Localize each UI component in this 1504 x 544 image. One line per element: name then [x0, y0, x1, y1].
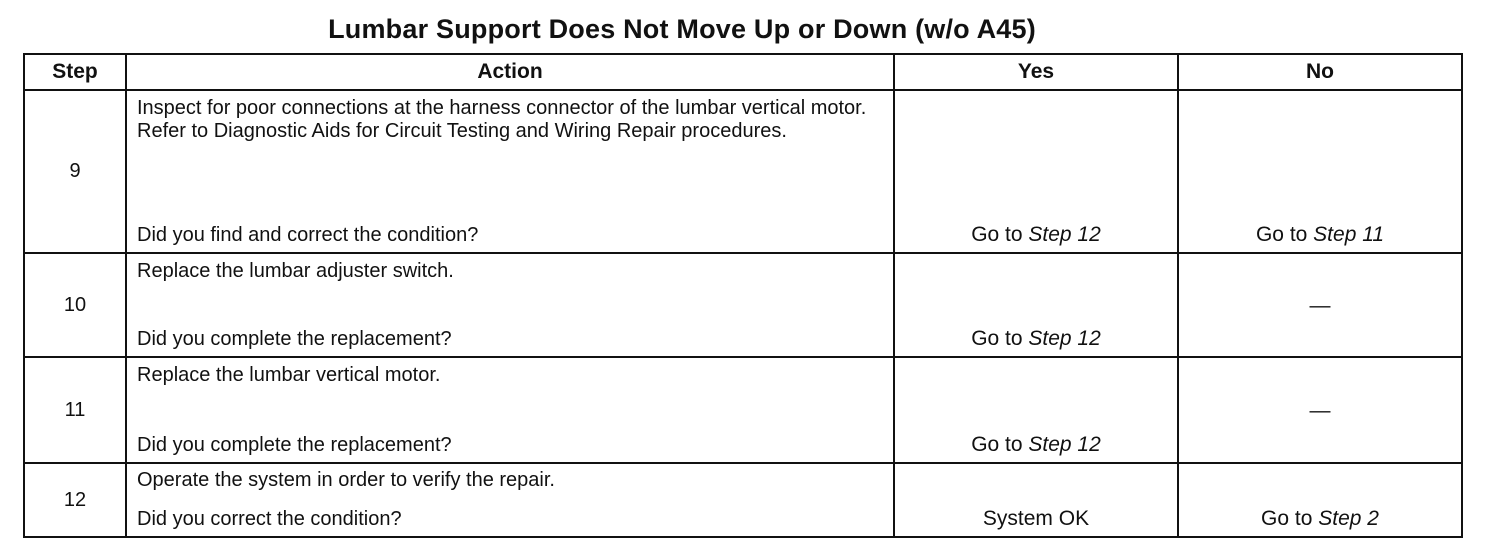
- step-number: 9: [24, 90, 126, 253]
- table-row: [24, 90, 1462, 253]
- yes-prefix: Go to: [971, 223, 1029, 246]
- no-step-ref: Step 2: [1318, 507, 1379, 530]
- action-instruction: Replace the lumbar vertical motor.: [137, 364, 441, 386]
- yes-step-ref: Step 12: [1028, 433, 1101, 456]
- yes-cell: System OK: [894, 463, 1178, 537]
- no-step-ref: Step 11: [1313, 223, 1385, 246]
- action-cell: [126, 357, 894, 463]
- no-prefix: Go to: [1255, 223, 1314, 246]
- header-yes: Yes: [894, 54, 1178, 90]
- action-instruction: Operate the system in order to verify the repair.: [137, 469, 555, 491]
- yes-cell: [894, 357, 1178, 463]
- step-number: 10: [24, 253, 126, 357]
- yes-cell: [894, 253, 1178, 357]
- yes-prefix: Go to: [971, 433, 1029, 456]
- yes-step-ref: Step 12: [1028, 223, 1101, 246]
- yes-cell: [894, 90, 1178, 253]
- action-question: Did you complete the replacement?: [137, 434, 452, 456]
- yes-prefix: Go to: [971, 327, 1029, 350]
- no-cell: —: [1178, 357, 1462, 463]
- no-cell: [1178, 90, 1462, 253]
- yes-step-ref: Step 12: [1028, 327, 1101, 350]
- step-number: 11: [24, 357, 126, 463]
- action-question: Did you find and correct the condition?: [137, 224, 479, 246]
- header-action: Action: [126, 54, 894, 90]
- no-prefix: Go to: [1261, 507, 1319, 530]
- action-instruction: Inspect for poor connections at the harness connector of the lumbar vertical motor. Refer to Diagnostic Aids for Circuit Testing and Wiring Repair procedures.: [137, 97, 867, 142]
- action-instruction: Replace the lumbar adjuster switch.: [137, 260, 454, 282]
- header-row: [24, 54, 1462, 90]
- action-cell: [126, 463, 894, 537]
- action-question: Did you complete the replacement?: [137, 328, 452, 350]
- action-cell: [126, 253, 894, 357]
- header-no: No: [1178, 54, 1462, 90]
- step-number: 12: [24, 463, 126, 537]
- table-row: [24, 357, 1462, 463]
- no-cell: —: [1178, 253, 1462, 357]
- diagnostic-table: [23, 53, 1463, 538]
- table-row: [24, 253, 1462, 357]
- no-cell: [1178, 463, 1462, 537]
- header-step: Step: [24, 54, 126, 90]
- table-row: [24, 463, 1462, 537]
- page-title: Lumbar Support Does Not Move Up or Down (w/o A45): [328, 14, 1036, 44]
- action-question: Did you correct the condition?: [137, 508, 402, 530]
- action-cell: [126, 90, 894, 253]
